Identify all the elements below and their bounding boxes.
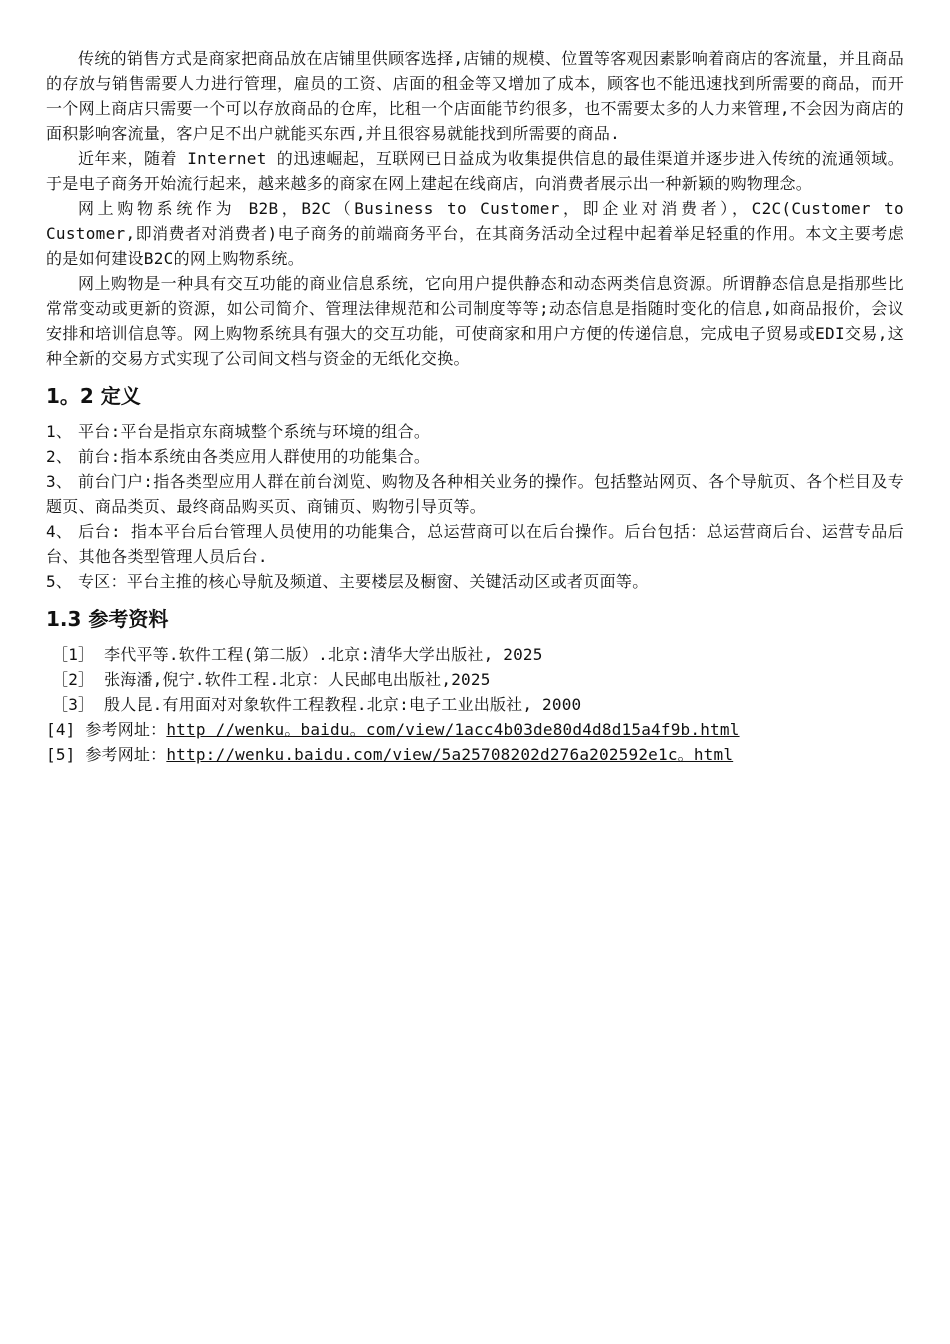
definition-number: 3、: [46, 472, 73, 491]
definitions-list: [46, 419, 904, 594]
definition-text: 平台:平台是指京东商城整个系统与环境的组合。: [78, 422, 431, 441]
definition-item: [46, 444, 904, 469]
definition-number: 5、: [46, 572, 73, 591]
section-heading-references: 1.3 参考资料: [46, 607, 169, 631]
intro-paragraph-3: 网上购物系统作为 B2B，B2C（Business to Customer，即企业对消费者），C2C(Customer to Customer,即消费者对消费者)电子商务的前端商务平台，在其商务活动全过程中起着举足轻重的作用。本文主要考虑的是如何建设B2C的网上购物系统。: [46, 199, 904, 268]
definition-item: [46, 569, 904, 594]
intro-paragraph-4: 网上购物是一种具有交互功能的商业信息系统，它向用户提供静态和动态两类信息资源。所谓静态信息是指那些比常常变动或更新的资源，如公司简介、管理法律规范和公司制度等等;动态信息是指随时变化的信息,如商品报价，会议安排和培训信息等。网上购物系统具有强大的交互功能，可使商家和用户方便的传递信息，完成电子贸易或EDI交易,这种全新的交易方式实现了公司间文档与资金的无纸化交换。: [46, 274, 904, 368]
reference-item-5: [46, 742, 904, 767]
definition-number: 1、: [46, 422, 73, 441]
references-list: [46, 642, 904, 767]
definition-item: [46, 469, 904, 519]
definition-text: 前台门户:指各类型应用人群在前台浏览、购物及各种相关业务的操作。包括整站网页、各个导航页、各个栏目及专题页、商品类页、最终商品购买页、商铺页、购物引导页等。: [46, 472, 904, 516]
reference-prefix: [4] 参考网址：: [46, 720, 167, 739]
reference-item-4: [46, 717, 904, 742]
definition-item: [46, 519, 904, 569]
reference-link[interactable]: http://wenku.baidu.com/view/5a25708202d276a202592e1c。html: [166, 745, 734, 764]
definition-text: 后台: 指本平台后台管理人员使用的功能集合，总运营商可以在后台操作。后台包括：总运营商后台、运营专品后台、其他各类型管理人员后台.: [46, 522, 904, 566]
reference-item-2: ［2］ 张海潘,倪宁.软件工程.北京：人民邮电出版社,2025: [52, 670, 491, 689]
section-heading-definitions: 1。2 定义: [46, 384, 141, 408]
definition-text: 专区：平台主推的核心导航及频道、主要楼层及橱窗、关键活动区或者页面等。: [78, 572, 649, 591]
reference-item-1: ［1］ 李代平等.软件工程(第二版）.北京:清华大学出版社, 2025: [52, 645, 543, 664]
intro-paragraph-1: 传统的销售方式是商家把商品放在店铺里供顾客选择,店铺的规模、位置等客观因素影响着商店的客流量，并且商品的存放与销售需要人力进行管理，雇员的工资、店面的租金等又增加了成本，顾客也不能迅速找到所需要的商品，而开一个网上商店只需要一个可以存放商品的仓库，比租一个店面能节约很多，也不需要太多的人力来管理,不会因为商店的面积影响客流量，客户足不出户就能买东西,并且很容易就能找到所需要的商品.: [46, 49, 904, 143]
reference-prefix: [5] 参考网址：: [46, 745, 167, 764]
definition-text: 前台:指本系统由各类应用人群使用的功能集合。: [78, 447, 431, 466]
intro-paragraph-2: 近年来，随着 Internet 的迅速崛起，互联网已日益成为收集提供信息的最佳渠道并逐步进入传统的流通领域。于是电子商务开始流行起来，越来越多的商家在网上建起在线商店，向消费者展示出一种新颖的购物理念。: [46, 149, 904, 193]
definition-item: [46, 419, 904, 444]
reference-item-3: ［3］ 殷人昆.有用面对对象软件工程教程.北京:电子工业出版社, 2000: [52, 695, 582, 714]
definition-number: 4、: [46, 522, 73, 541]
definition-number: 2、: [46, 447, 73, 466]
reference-link[interactable]: http //wenku。baidu。com/view/1acc4b03de80d4d8d15a4f9b.html: [166, 720, 740, 739]
